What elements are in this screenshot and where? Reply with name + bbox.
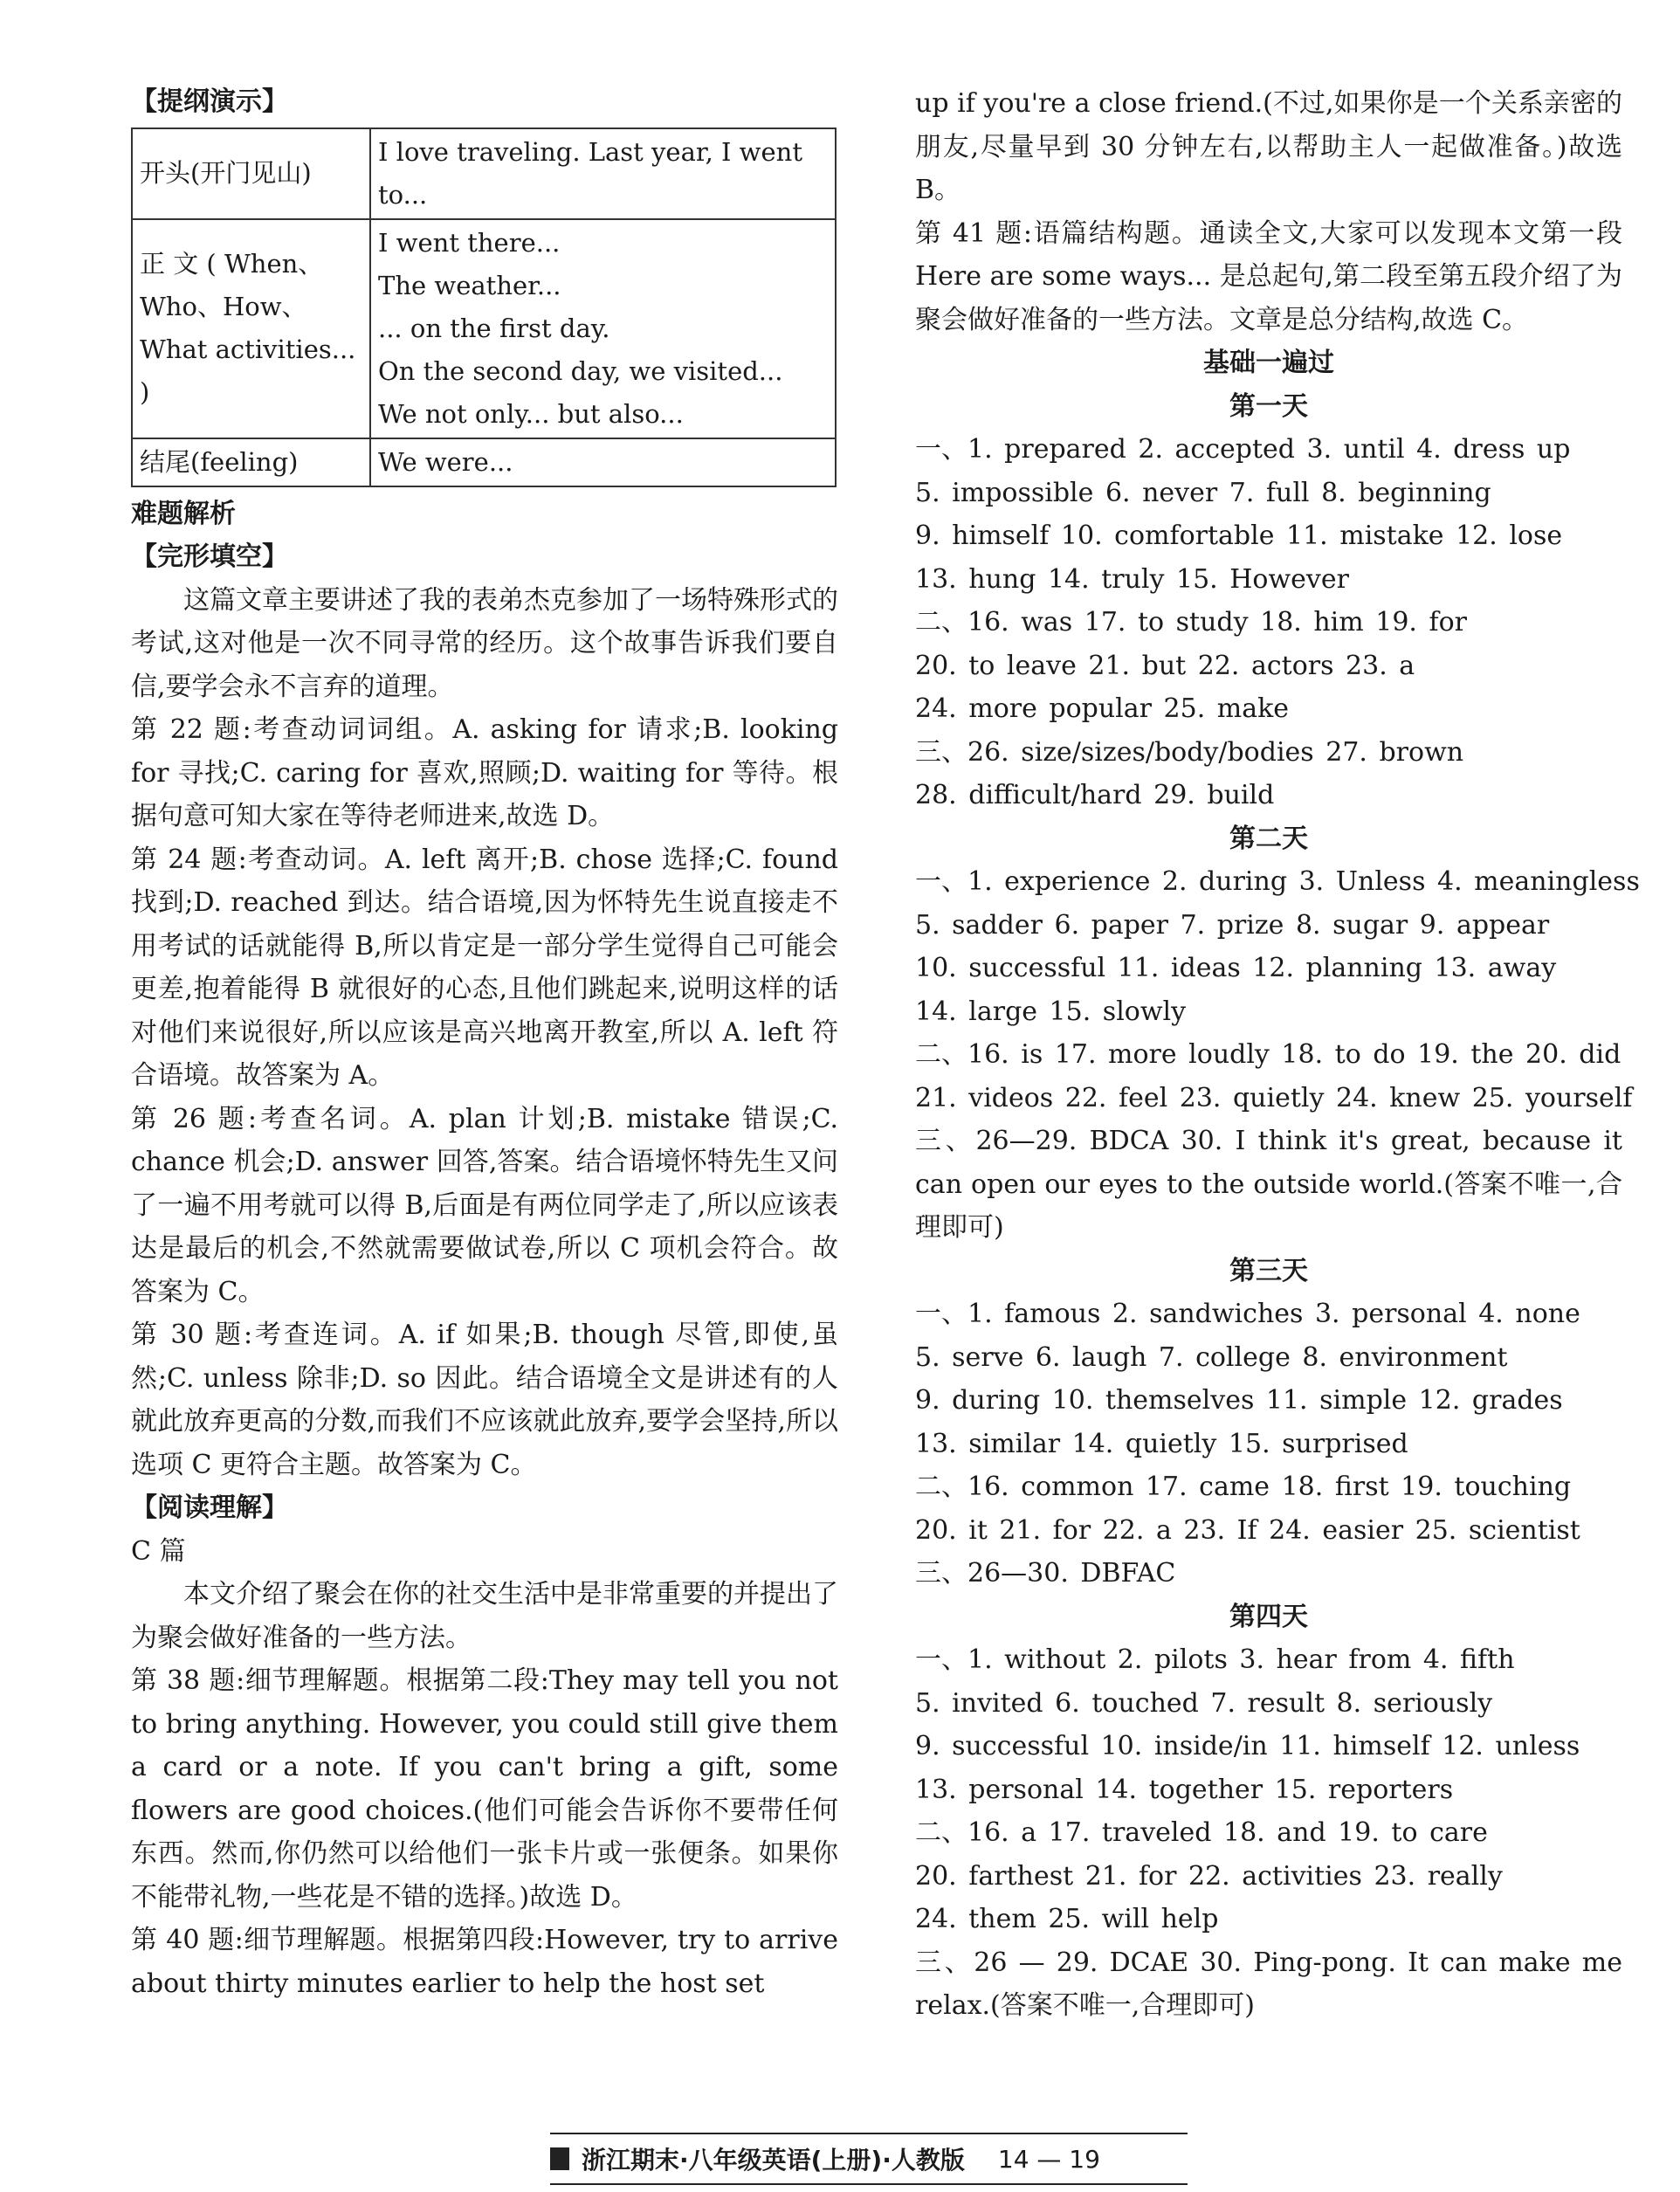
outline-heading: 【提纲演示】 [131, 86, 288, 117]
answer-line: 5. invited 6. touched 7. result 8. seriously [915, 1687, 1493, 1719]
answer-line: 13. personal 14. together 15. reporters [915, 1774, 1454, 1805]
passage-label: C 篇 [131, 1535, 186, 1567]
answer-line: 9. himself 10. comfortable 11. mistake 12. lose [915, 520, 1563, 551]
outline-table [131, 128, 837, 487]
question-24: 第 24 题:考查动词。A. left 离开;B. chose 选择;C. found 找到;D. reached 到达。结合语境,因为怀特先生说直接走不用考试的话就能得 B,所以肯定是一部分学生觉得自己可能会更差,抱着能得 B 就很好的心态,且他们跳起来,说明这样的话对他们来说很好,所以应该是高兴地离开教室,所以 A. left 符合语境。故答案为 A。 [131, 844, 838, 1091]
table-value [370, 128, 836, 219]
answer-line: 28. difficult/hard 29. build [915, 780, 1275, 810]
right-column [915, 82, 1640, 2028]
answer-line: 13. hung 14. truly 15. However [915, 563, 1349, 595]
table-row [132, 219, 836, 438]
answer-line: 二、16. is 17. more loudly 18. to do 19. the 20. did [915, 1039, 1621, 1070]
table-line: On the second day, we visited... [378, 355, 783, 386]
day-2-title: 第二天 [1229, 823, 1308, 854]
cloze-heading: 【完形填空】 [131, 541, 288, 572]
answer-line: 二、16. common 17. came 18. first 19. touching [915, 1472, 1572, 1502]
table-line: We were... [378, 446, 513, 477]
answer-line: 二、16. was 17. to study 18. him 19. for [915, 607, 1467, 638]
answer-line: 三、26. size/sizes/body/bodies 27. brown [915, 736, 1464, 768]
table-value [370, 219, 836, 438]
answer-paragraph: 三、26 — 29. DCAE 30. Ping-pong. It can make me relax.(答案不唯一,合理即可) [915, 1947, 1622, 2021]
table-line: ... on the first day. [378, 313, 610, 343]
answer-line: 20. it 21. for 22. a 23. If 24. easier 25. scientist [915, 1514, 1580, 1546]
answer-line: 一、1. prepared 2. accepted 3. until 4. dress up [915, 434, 1571, 465]
answer-line: 10. successful 11. ideas 12. planning 13. away [915, 953, 1557, 983]
day-3-title: 第三天 [1229, 1255, 1308, 1286]
reading-heading: 【阅读理解】 [131, 1492, 288, 1523]
answer-line: 14. large 15. slowly [915, 996, 1187, 1027]
answer-paragraph: 三、26—29. BDCA 30. I think it's great, because it can open our eyes to the outside world.(答案不唯一,合理即可) [915, 1126, 1622, 1243]
table-row [132, 438, 836, 486]
footer-title: 浙江期末·八年级英语(上册)·人教版 [582, 2146, 965, 2175]
table-key: 开头(开门见山) [132, 128, 370, 219]
answer-line: 一、1. famous 2. sandwiches 3. personal 4. none [915, 1299, 1580, 1329]
answer-line: 二、16. a 17. traveled 18. and 19. to care [915, 1817, 1488, 1848]
table-key: 结尾(feeling) [132, 438, 370, 486]
page-footer [550, 2133, 1188, 2185]
table-line: The weather... [378, 270, 561, 300]
answer-line: 24. more popular 25. make [915, 693, 1290, 724]
table-value [370, 438, 836, 486]
question-38: 第 38 题:细节理解题。根据第二段:They may tell you not to bring anything. However, you could still give them a card or a note. If you can't bring a gift, some flowers are good choices.(他们可能会告诉你不要带任何东西。然而,你仍然可以给他们一张卡片或一张便条。如果你不能带礼物,一些花是不错的选择。)故选 D。 [131, 1665, 838, 1913]
left-column [131, 80, 838, 2005]
day-4-title: 第四天 [1229, 1601, 1308, 1632]
answer-line: 三、26—30. DBFAC [915, 1558, 1176, 1589]
answer-line: 5. serve 6. laugh 7. college 8. environment [915, 1341, 1508, 1373]
question-40-continued: up if you're a close friend.(不过,如果你是一个关系亲密的朋友,尽量早到 30 分钟左右,以帮助主人一起做准备。)故选 B。 [915, 88, 1622, 205]
table-line: I love traveling. Last year, I went [378, 136, 802, 167]
answer-line: 9. during 10. themselves 11. simple 12. grades [915, 1385, 1563, 1416]
question-40: 第 40 题:细节理解题。根据第四段:However, try to arrive about thirty minutes earlier to help the host set [131, 1925, 838, 1999]
answer-line: 24. them 25. will help [915, 1904, 1219, 1934]
answer-line: 5. impossible 6. never 7. full 8. beginning [915, 477, 1491, 508]
day-1-title: 第一天 [1229, 390, 1308, 422]
table-line: to... [378, 179, 428, 210]
table-row [132, 128, 836, 219]
answer-line: 20. to leave 21. but 22. actors 23. a [915, 650, 1415, 681]
answer-line: 13. similar 14. quietly 15. surprised [915, 1428, 1408, 1459]
question-26: 第 26 题:考查名词。A. plan 计划;B. mistake 错误;C. chance 机会;D. answer 回答,答案。结合语境怀特先生又问了一遍不用考就可以得 B,后面是有两位同学走了,所以应该表达是最后的机会,不然就需要做试卷,所以 C 项机会符合。故答案为 C。 [131, 1103, 838, 1307]
answer-line: 9. successful 10. inside/in 11. himself 12. unless [915, 1731, 1580, 1761]
table-key: 正 文 ( When、Who、How、What activities... ) [132, 219, 370, 438]
table-line: I went there... [378, 227, 561, 258]
answer-line: 5. sadder 6. paper 7. prize 8. sugar 9. appear [915, 909, 1550, 941]
analysis-heading: 难题解析 [131, 498, 236, 529]
page-number: 14 — 19 [997, 2144, 1100, 2174]
question-30: 第 30 题:考查连词。A. if 如果;B. though 尽管,即使,虽然;C. unless 除非;D. so 因此。结合语境全文是讲述有的人就此放弃更高的分数,而我们不应该就此放弃,要学会坚持,所以选项 C 更符合主题。故答案为 C。 [131, 1320, 838, 1480]
book-logo-icon [550, 2147, 569, 2170]
answer-line: 21. videos 22. feel 23. quietly 24. knew 25. yourself [915, 1082, 1633, 1113]
answer-line: 20. farthest 21. for 22. activities 23. really [915, 1860, 1503, 1892]
question-41: 第 41 题:语篇结构题。通读全文,大家可以发现本文第一段 Here are some ways... 是总起句,第二段至第五段介绍了为聚会做好准备的一些方法。文章是总分结构,故选 C。 [915, 217, 1622, 335]
table-line: We not only... but also... [378, 398, 684, 429]
section-title: 基础一遍过 [1203, 348, 1334, 378]
cloze-intro: 这篇文章主要讲述了我的表弟杰克参加了一场特殊形式的考试,这对他是一次不同寻常的经历。这个故事告诉我们要自信,要学会永不言弃的道理。 [131, 584, 838, 702]
answer-line: 一、1. experience 2. during 3. Unless 4. meaningless [915, 866, 1640, 897]
reading-intro: 本文介绍了聚会在你的社交生活中是非常重要的并提出了为聚会做好准备的一些方法。 [131, 1579, 838, 1653]
question-22: 第 22 题:考查动词词组。A. asking for 请求;B. looking for 寻找;C. caring for 喜欢,照顾;D. waiting for 等待。根据句意可知大家在等待老师进来,故选 D。 [131, 714, 838, 831]
answer-line: 一、1. without 2. pilots 3. hear from 4. fifth [915, 1644, 1515, 1675]
